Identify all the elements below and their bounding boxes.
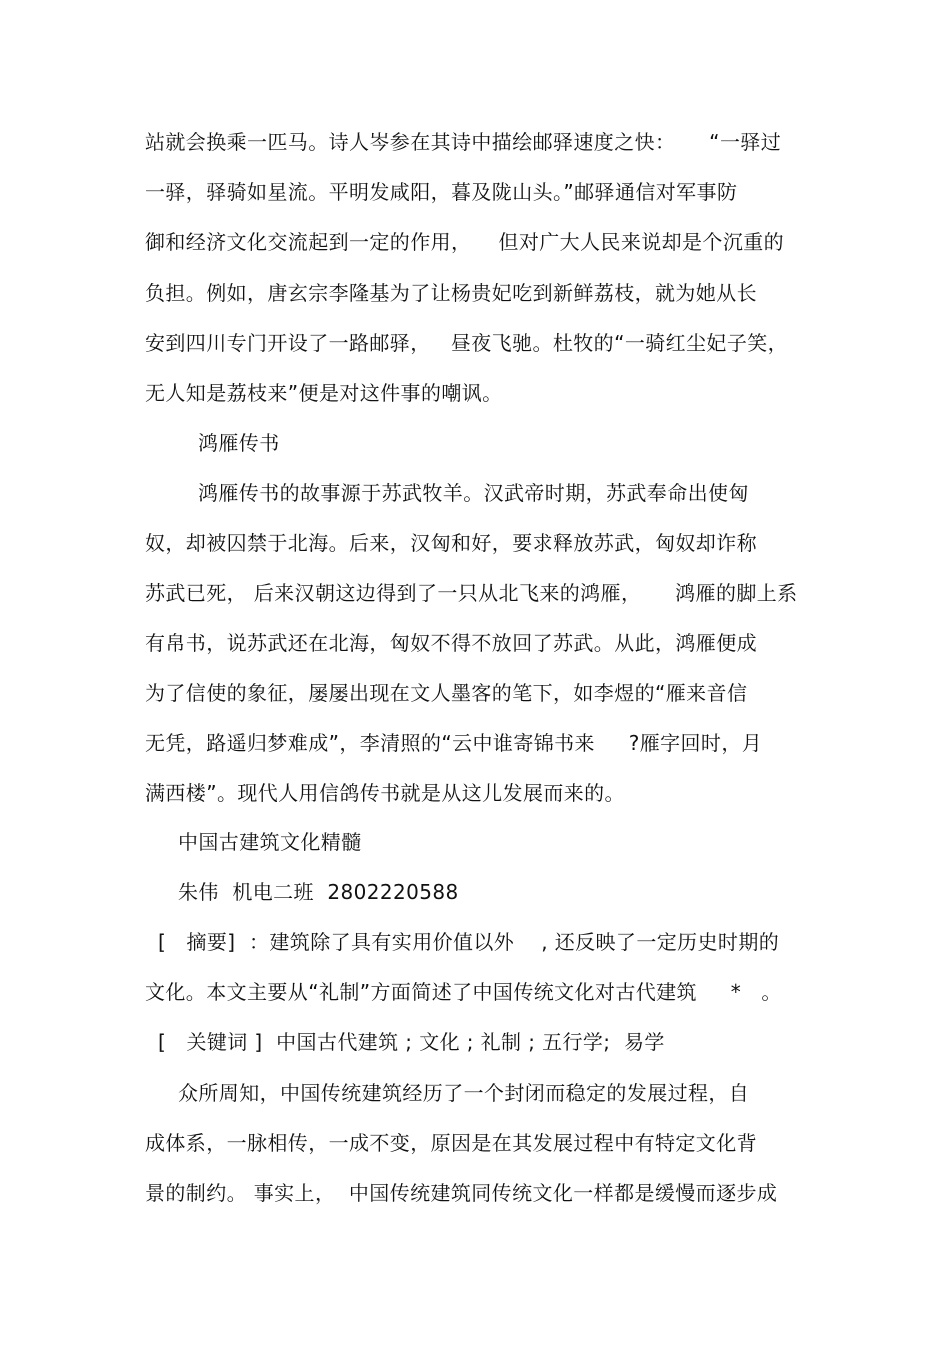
- abstract-line: 文化。本文主要从“礼制”方面简述了中国传统文化对古代建筑 * 。: [145, 980, 782, 1004]
- paragraph-line: 有帛书，说苏武还在北海，匈奴不得不放回了苏武。从此，鸿雁便成: [145, 631, 757, 655]
- paragraph-line: 为了信使的象征，屡屡出现在文人墨客的笔下，如李煜的“雁来音信: [145, 681, 748, 705]
- paragraph-line: 满西楼”。现代人用信鸽传书就是从这儿发展而来的。: [145, 781, 625, 805]
- paragraph-line: 无人知是荔枝来”便是对这件事的嘲讽。: [145, 381, 503, 405]
- paragraph-line: 负担。例如，唐玄宗李隆基为了让杨贵妃吃到新鲜荔枝，就为她从长: [145, 281, 757, 305]
- paragraph-line: 站就会换乘一匹马。诗人岑参在其诗中描绘邮驿速度之快： “一驿过: [145, 130, 782, 154]
- paragraph-line: 鸿雁传书的故事源于苏武牧羊。汉武帝时期，苏武奉命出使匈: [198, 481, 749, 505]
- paragraph-line: 御和经济文化交流起到一定的作用， 但对广大人民来说却是个沉重的: [145, 230, 785, 254]
- paragraph-line: 无凭，路遥归梦难成”，李清照的“云中谁寄锦书来 ?雁字回时，月: [145, 731, 763, 755]
- paragraph-line: 景的制约。 事实上， 中国传统建筑同传统文化一样都是缓慢而逐步成: [145, 1181, 778, 1205]
- author-line: 朱伟 机电二班 2802220588: [178, 880, 459, 904]
- abstract-line: [ 摘要] ：建筑除了具有实用价值以外 , 还反映了一定历史时期的: [158, 930, 780, 954]
- paragraph-line: 奴，却被囚禁于北海。后来，汉匈和好，要求释放苏武，匈奴却诈称: [145, 531, 757, 555]
- paragraph-line: 一驿，驿骑如星流。平明发咸阳，暮及陇山头。”邮驿通信对军事防: [145, 180, 738, 204]
- section-heading: 鸿雁传书: [198, 431, 280, 455]
- article-title: 中国古建筑文化精髓: [178, 830, 362, 854]
- keywords-line: [ 关键词 ] 中国古代建筑 ; 文化 ; 礼制 ; 五行学; 易学: [158, 1030, 665, 1054]
- paragraph-line: 成体系，一脉相传，一成不变，原因是在其发展过程中有特定文化背: [145, 1131, 757, 1155]
- paragraph-line: 安到四川专门开设了一路邮驿， 昼夜飞驰。杜牧的“一骑红尘妃子笑，: [145, 331, 789, 355]
- paragraph-line: 苏武已死， 后来汉朝这边得到了一只从北飞来的鸿雁， 鸿雁的脚上系: [145, 581, 798, 605]
- paragraph-line: 众所周知，中国传统建筑经历了一个封闭而稳定的发展过程，自: [178, 1081, 750, 1105]
